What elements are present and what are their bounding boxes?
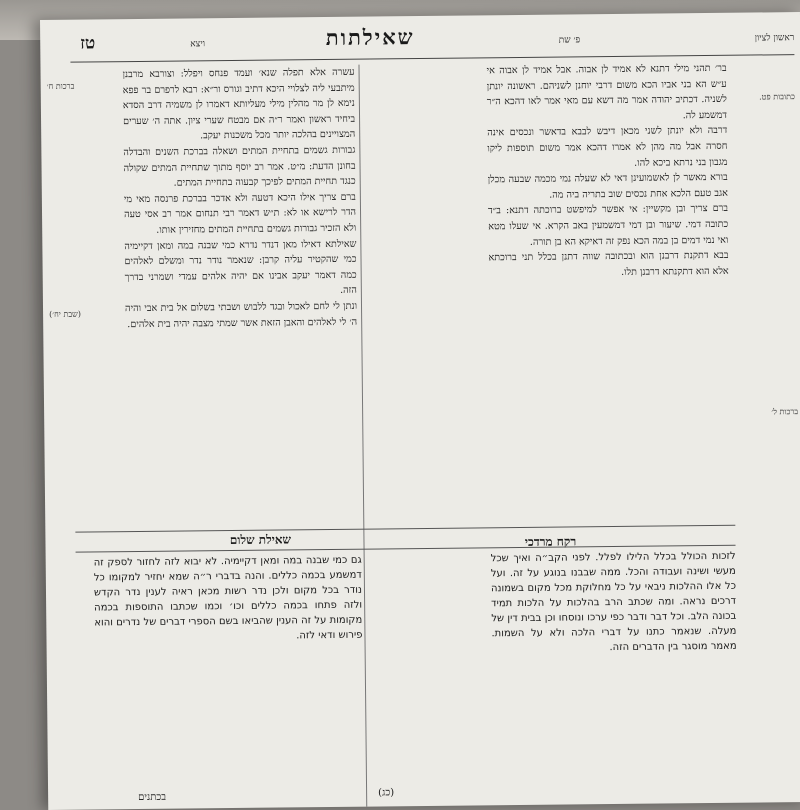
paragraph: ונתן לי לחם לאכול ובגד ללבוש ושבתי בשלום אל בית אבי והיה ה׳ לי לאלהים והאבן הזאת אשר שמתי מצבה יהיה בית אלהים. xyxy=(124,300,358,330)
page-title: שאילתות xyxy=(325,24,415,51)
margin-note: כתובות פט. xyxy=(759,92,795,102)
paragraph: שאילתא דאילו מאן דנדר נדרא כמי שבנה במה ומאן דקיימיה כמי שהקטיר עליה קרבן: שנאמר נודר נדר ומשלם לאלהים כמה דאמר יעקב אבינו אם יהיה אלהים עמדי ושמרני בדרך הזה. xyxy=(124,238,357,297)
commentary-shalom-text: גם כמי שבנה במה ומאן דקיימיה. לא יבוא לזה לחזור לספק זה דמשמע בכמה כללים. והנה בדברי ר״ה שמא יחזיר למקומו כל נודר בכל מקום ולכן נדר רשות מכאן ראיה לענין נדר הקדש ולזה פתחו בכמה כללים וכו׳ וכמו שכתבו התוספות בכמה מקומות על זה הענין שהביאו בשם הספרי דברים של נדרים והוא פירוש ודאי לזה. xyxy=(93,554,363,642)
commentary-title-rokeach: רקח מרדכי xyxy=(524,534,577,549)
parasha-name: ויצא xyxy=(190,39,206,50)
footer-catchword: בכתנים xyxy=(138,791,167,804)
paragraph: ברם צריך אילו היכא דטעה ולא אדכר בברכת פרנסה מאי מי הדר לרישא או לא: ת״ש דאמר רבי תנחום אמר רב אסי טעה ולא הזכיר גבורות גשמים בתחיית המתים מחזירין אותו. xyxy=(123,191,357,236)
page-number: טז xyxy=(80,33,96,54)
commentary-title-shalom: שאילת שלום xyxy=(229,532,292,548)
paragraph: בר׳ תהני מילי דתנא לא אמיד לן אבוה. אבל אמיד לן אבוה אי ע״ש הא בני אביו הכא משום דרבי יוחנן לשניהם. ראשונה יונתן לשניה. דכתיב יהודה אמר מה דשא עם מאי אמר לאו דהכא ה״ר דמשמע לה. xyxy=(486,62,728,122)
paragraph: בורא מאשר לן לאשמועינן דאי לא שעלה נמי מכמה שבעה מכלן אגב טעם הלכא אחת נכסים שוב בתריה ביה מה. xyxy=(487,171,728,201)
commentary-rokeach-text: לזכות הכולל בכלל הלילו לפלל. לפני הקב״ה ואיך שכל מעשי ושינה ועבודה והכל. ממה שבבנו בנוגע על זה. ועל כל אלו ההלכות ניבאי על כל מחלוקת מכל מקום בשמונה דרכים נראה. ומה שכתב הרב בהלכות על הלכות תמיד בכונה הלב. וכל דבר ודבר כפי ערכו ונוסחו וכן בבית דין של מעלה. שנאמר כתנו על דברי הלכה ולא על השמות. מאמר מוסגר בין הדברים הזה. xyxy=(490,550,737,654)
main-text-right-column xyxy=(486,61,731,558)
book-page xyxy=(40,12,800,810)
paragraph: בבא דתקנת דרבנן הוא ובכתובה שווה דתנן בכלל תני ברוכתא אלא הוא דתקנתא דרבנן תלו. xyxy=(488,249,729,278)
margin-note: (שבת יח׳) xyxy=(49,309,82,319)
footer-page-mark: (כג) xyxy=(378,787,395,799)
parasha-label: פ׳ שת xyxy=(558,35,581,46)
paragraph: דרבה ולא יונתן לשני מכאן דיבש לבבא בדאשר ונכסים אינה חסרה אבל מה מהן לא אמרו דהכא אמר משום תוספות ליקו מגבון בני נרתא ביכא להו. xyxy=(487,125,728,169)
paragraph: ברם צריך ובן מקשיין: אי אפשר למיפשט ברוכתה דתנא: ב״ד כתובה דמי. שיעור ובן דמי דמשמעין באב הקרא. אי שעלו מטא ואי נמי דמים בן במה הכא נפק זה דאיקא הא בן תורה. xyxy=(487,203,729,248)
margin-note: ברכות ל׳ xyxy=(771,407,799,417)
paragraph: עשרה אלא תפלה שנא׳ ועמד פנחס ויפלל: וצורבא מרבנן מיתבעי ליה לצלויי היכא דתיב וגורס ור״א: רבא לרפרם בר פפא נימא לן מר מהלין מילי מעליותא דאמרו לן משמיה דרב הסדא ביחיד ראשון ואמר ר״ה אם מבטח שערי ציון. אתה ה׳ שערים המצויינים בהלכה יותר מכל משכנות יעקב. xyxy=(122,66,356,142)
main-text-left-column xyxy=(122,65,357,333)
margin-note: ברכות ח׳ xyxy=(46,81,75,91)
running-head: ראשון לציון xyxy=(754,33,795,44)
paragraph: גבורות גשמים בתחיית המתים ושאלה בברכת השנים והבדלה בחונן הדעת: מ״ט. אמר רב יוסף מתוך שתחיית המתים שקולה כנגד תחיית המתים לפיכך קבעוה בתחיית המתים. xyxy=(123,144,356,189)
